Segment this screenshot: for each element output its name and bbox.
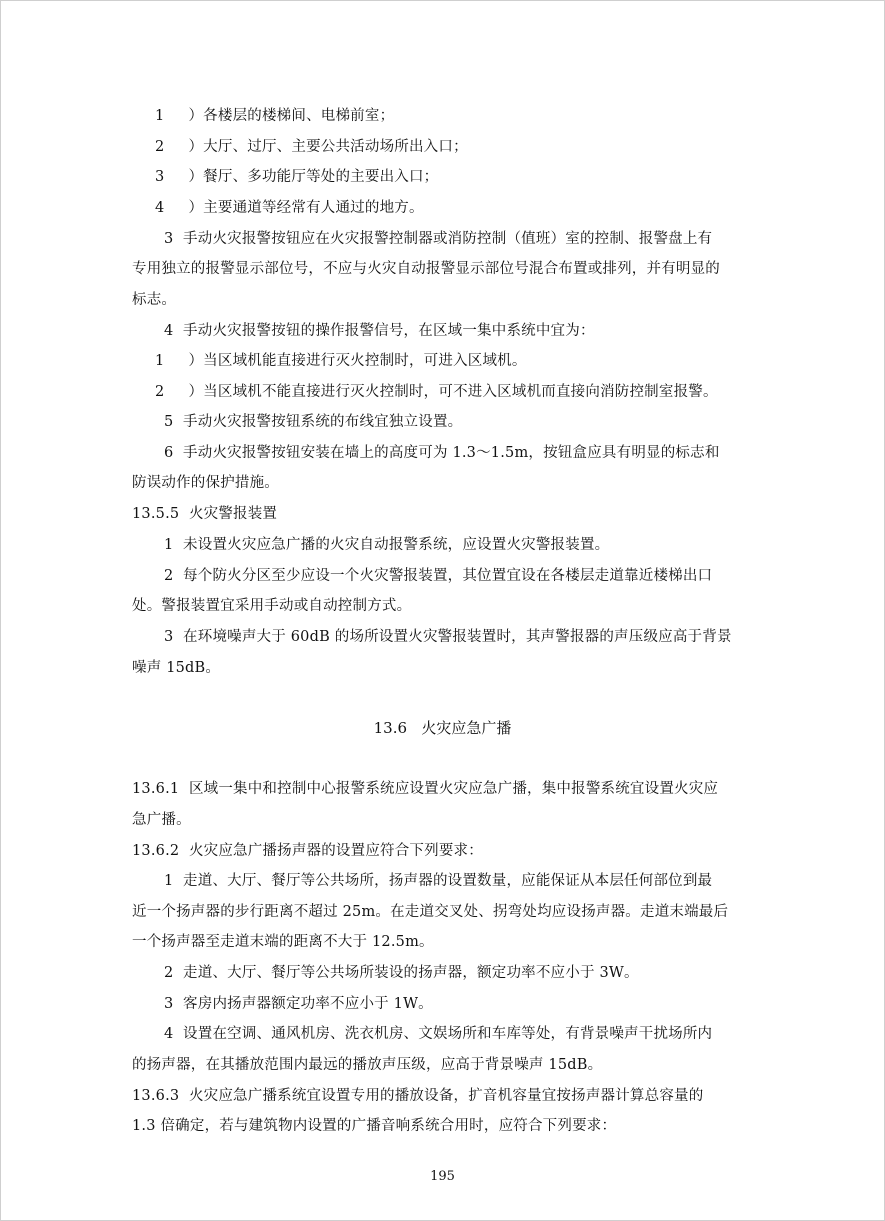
text-line: 3 ）餐厅、多功能厅等处的主要出入口；	[155, 169, 439, 185]
clause-heading: 13.6.3 火灾应急广播系统宜设置专用的播放设备，扩音机容量宜按扬声器计算总容量的	[132, 1088, 704, 1104]
text-line: 1 未设置火灾应急广播的火灾自动报警系统，应设置火灾警报装置。	[164, 537, 610, 553]
text-line: 4 ）主要通道等经常有人通过的地方。	[155, 200, 424, 216]
clause-heading: 13.6.2 火灾应急广播扬声器的设置应符合下列要求：	[132, 843, 483, 859]
text-line: 的扬声器，在其播放范围内最远的播放声压级，应高于背景噪声 15dB。	[132, 1057, 603, 1073]
text-line: 3 在环境噪声大于 60dB 的场所设置火灾警报装置时，其声警报器的声压级应高于背景	[164, 629, 732, 645]
page-number: 195	[430, 1169, 455, 1184]
text-line: 1 ）当区域机能直接进行灭火控制时，可进入区域机。	[155, 353, 527, 369]
text-line: 近一个扬声器的步行距离不超过 25m。在走道交叉处、拐弯处均应设扬声器。走道末端最后	[132, 904, 729, 920]
text-line: 1.3 倍确定，若与建筑物内设置的广播音响系统合用时，应符合下列要求：	[132, 1118, 617, 1134]
text-line: 2 ）大厅、过厅、主要公共活动场所出入口；	[155, 139, 468, 155]
text-line: 4 设置在空调、通风机房、洗衣机房、文娱场所和车库等处，有背景噪声干扰场所内	[164, 1026, 713, 1042]
text-line: 2 ）当区域机不能直接进行灭火控制时，可不进入区域机而直接向消防控制室报警。	[155, 384, 718, 400]
text-line: 3 手动火灾报警按钮应在火灾报警控制器或消防控制（值班）室的控制、报警盘上有	[164, 231, 713, 247]
text-line: 4 手动火灾报警按钮的操作报警信号，在区域一集中系统中宜为：	[164, 323, 595, 339]
text-line: 1 ）各楼层的楼梯间、电梯前室；	[155, 108, 395, 124]
text-line: 处。警报装置宜采用手动或自动控制方式。	[132, 598, 412, 614]
clause-heading: 13.5.5 火灾警报装置	[132, 506, 278, 522]
text-line: 2 走道、大厅、餐厅等公共场所装设的扬声器，额定功率不应小于 3W。	[164, 965, 639, 981]
text-line: 6 手动火灾报警按钮安装在墙上的高度可为 1.3～1.5m，按钮盒应具有明显的标志和	[164, 445, 720, 461]
text-line: 专用独立的报警显示部位号，不应与火灾自动报警显示部位号混合布置或排列，并有明显的	[132, 261, 720, 277]
text-line: 2 每个防火分区至少应设一个火灾警报装置，其位置宜设在各楼层走道靠近楼梯出口	[164, 568, 713, 584]
text-line: 5 手动火灾报警按钮系统的布线宜独立设置。	[164, 414, 463, 430]
text-line: 一个扬声器至走道末端的距离不大于 12.5m。	[132, 934, 434, 950]
text-line: 1 走道、大厅、餐厅等公共场所，扬声器的设置数量，应能保证从本层任何部位到最	[164, 873, 713, 889]
section-heading: 13.6 火灾应急广播	[373, 719, 512, 737]
text-line: 噪声 15dB。	[132, 660, 221, 676]
text-line: 防误动作的保护措施。	[132, 475, 279, 491]
text-line: 急广播。	[132, 812, 191, 828]
text-line: 13.6.1 区域一集中和控制中心报警系统应设置火灾应急广播，集中报警系统宜设置火灾应	[132, 781, 719, 797]
text-line: 标志。	[132, 292, 177, 308]
text-line: 3 客房内扬声器额定功率不应小于 1W。	[164, 996, 433, 1012]
